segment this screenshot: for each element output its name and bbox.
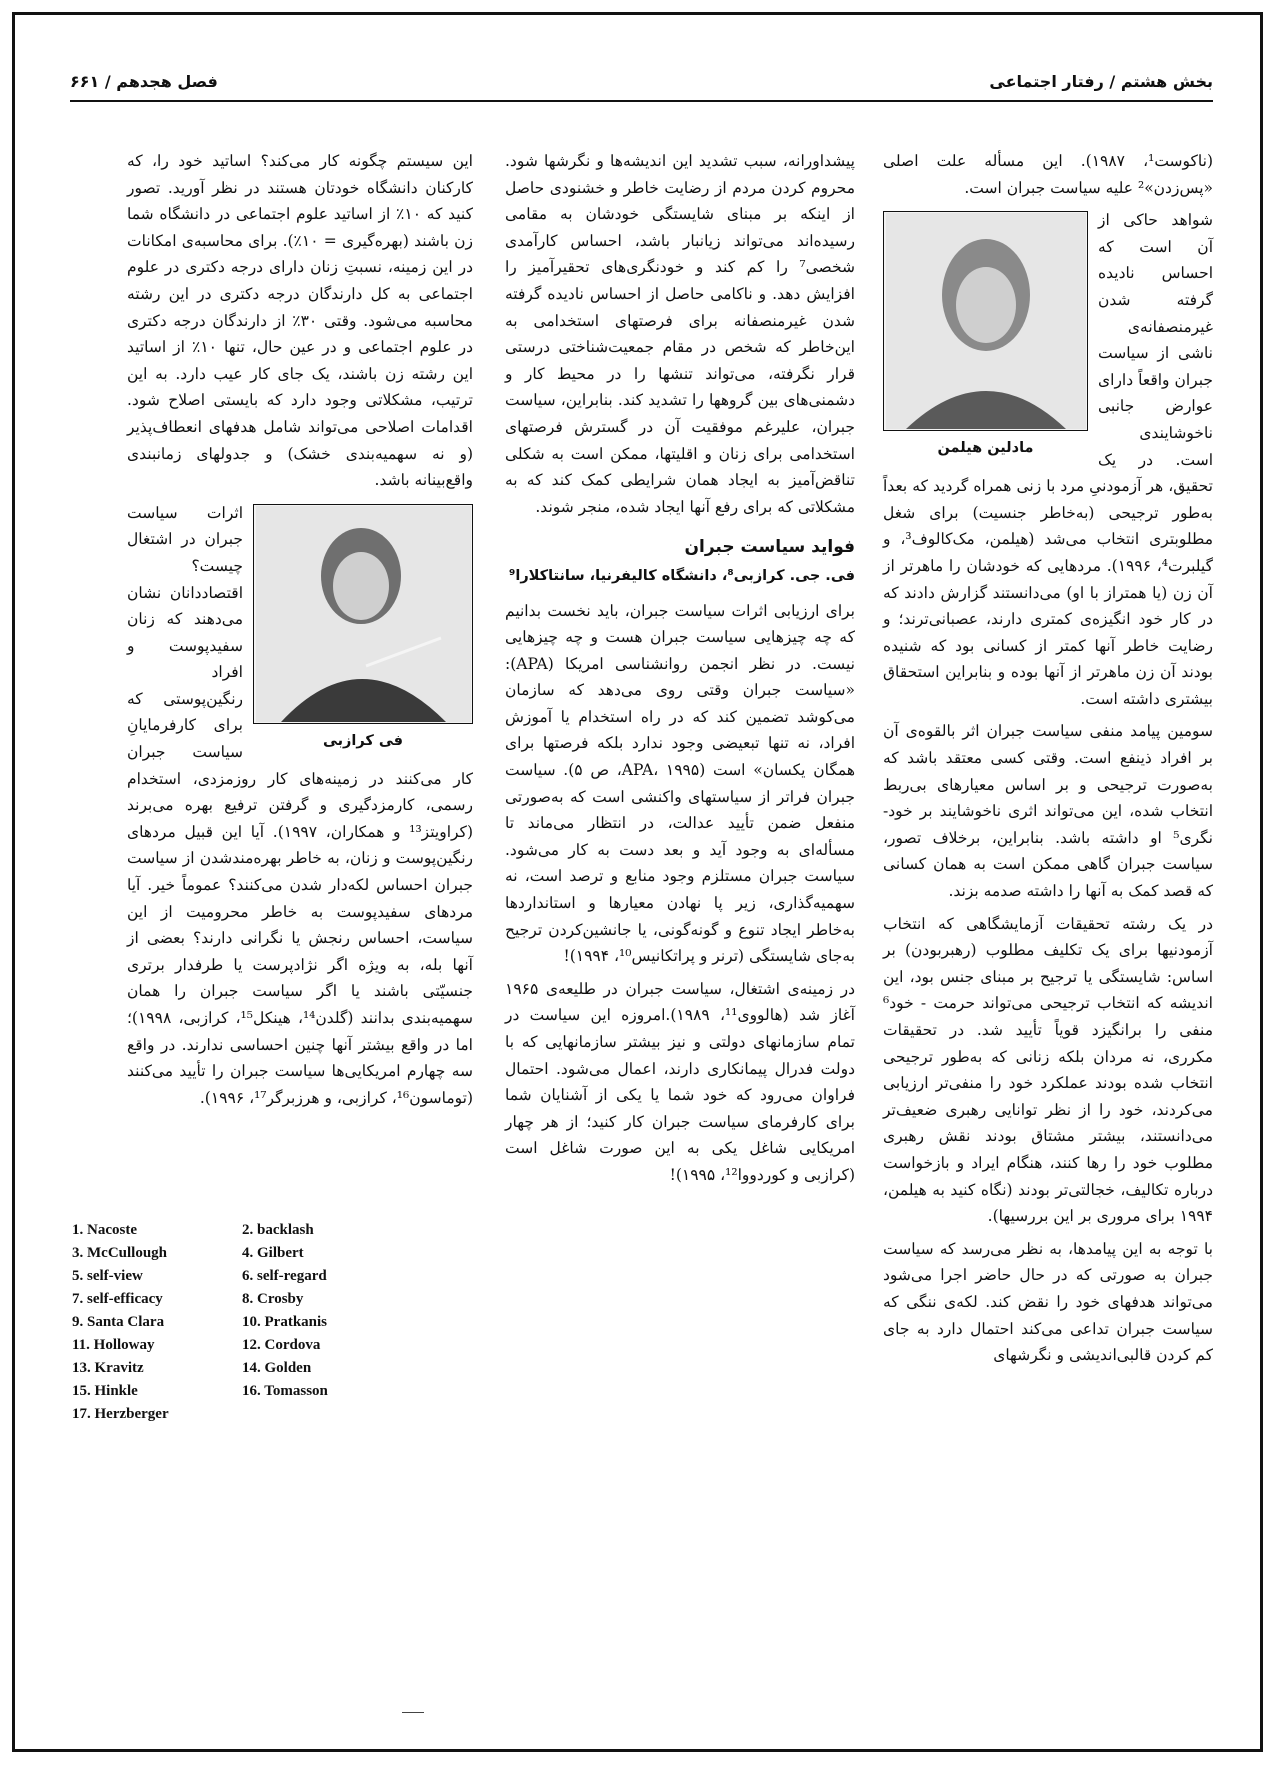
figure-crosby (253, 504, 473, 755)
footnote: 13. Kravitz (72, 1360, 144, 1376)
section-title: فواید سیاست جبران (684, 537, 855, 558)
figure-caption: فی کرازبی (322, 732, 404, 749)
footnote: 1. Nacoste (72, 1222, 137, 1238)
paragraph: (ناکوست¹، ۱۹۸۷). این مسأله علت اصلی «پس‌زدن»² علیه سیاست جبران است. (883, 152, 1213, 197)
footnote: 7. self-efficacy (72, 1291, 163, 1307)
footnote: 3. McCullough (72, 1245, 168, 1261)
paragraph: در یک رشته تحقیقات آزمایشگاهی که انتخاب آزمودنیها برای یک تکلیف مطلوب (رهبربودن) بر اساس: شایستگی یا ترجیح بر مبنای جنس بود، این اندیشه که انتخاب ترجیحی می‌تواند حرمت - خود⁶ منفی را برانگیزد قویاً تأیید شد. در تحقیقات مکرری، نه مردان بلکه زنانی که به‌طور ترجیحی انتخاب شده بودند عملکرد خود را منفی‌تر ارزیابی می‌کردند، خود را از نظر توانایی رهبری ضعیف‌تر می‌دانستند، بیشتر مشتاق بودند نقش رهبری مطلوب خود را رها کنند، هنگام ایراد و بازخواست درباره تکالیف، خجالتی‌تر بودند (نگاه کنید به هیلمن، ۱۹۹۴ برای مروری بر این بررسیها). (883, 914, 1213, 1226)
portrait-placeholder-icon (886, 213, 1086, 429)
footnote: 16. Tomasson (242, 1383, 328, 1399)
figure-caption: مادلین هیلمن (937, 440, 1034, 457)
footnote: 8. Crosby (242, 1291, 304, 1307)
portrait-photo (883, 211, 1088, 431)
header-rule (70, 100, 1213, 102)
paragraph: با توجه به این پیامدها، به نظر می‌رسد که سیاست جبران به صورتی که در حال حاضر اجرا می‌شود می‌تواند هدفهای خود را نقض کند. لکه‌ی ننگی که سیاست جبران تداعی می‌کند احتمال دارد به جای کم کردن قالبی‌اندیشی و نگرشهای (883, 1239, 1213, 1365)
footnote: 11. Holloway (72, 1337, 155, 1353)
paragraph: اثرات سیاست جبران در اشتغال چیست؟ اقتصاددانان نشان می‌دهند که زنان سفیدپوست و افراد رنگین‌پوستی که برای کارفرمایانِ سیاست جبران کار می‌کنند در زمینه‌های کار روزمزدی، استخدام رسمی، کارمزدگیری و گرفتن ترفیع بهره می‌برند (کراویتز¹³ و همکاران، ۱۹۹۷). آیا این قبیل مردهای رنگین‌پوست و زنان، به خاطر بهره‌مندشدن از سیاست جبران احساس لکه‌دار شدن می‌کنند؟ عموماً خیر. آیا مردهای سفیدپوست به خاطر محرومیت از این سیاست، احساس رنجش یا نگرانی دارند؟ بعضی از آنها بله، به ویژه اگر نژادپرست یا طرفدار برتری جنسیّتی باشند یا اگر سیاست جبران را همان سهمیه‌بندی بدانند (گلدن¹⁴، هینکل¹⁵، کرازبی، ۱۹۹۸)؛ اما در واقع بیشتر آنها چنین احساسی ندارند. در واقع سه چهارم امریکایی‌ها سیاست جبران را تأیید می‌کنند (توماسون¹⁶، کرازبی، و هرزبرگر¹⁷، ۱۹۹۶). (127, 503, 473, 1107)
running-header (70, 72, 1213, 106)
footnote: 6. self-regard (242, 1268, 327, 1284)
column-left (127, 148, 473, 1117)
footnote: 17. Herzberger (72, 1406, 169, 1422)
paragraph: در زمینه‌ی اشتغال، سیاست جبران در طلیعه‌ی ۱۹۶۵ آغاز شد (هالووی¹¹، ۱۹۸۹).امروزه این سیاست در تمام سازمانهای دولتی و نیز بیشتر سازمانهایی که با دولت فدرال پیمانکاری دارند، اعمال می‌شود. احتمال فراوان می‌رود که خود شما یا یکی از آشنایان شما برای کارفرمای سیاست جبران کار کنید؛ از هر چهار امریکایی شاغل یکی به این صورت شاغل است (کرازبی و کوردووا¹²، ۱۹۹۵)! (505, 979, 855, 1184)
paragraph: این سیستم چگونه کار می‌کند؟ اساتید خود را، که کارکنان دانشگاه خودتان هستند در نظر آورید. تصور کنید که ۱۰٪ از اساتید علوم اجتماعی در دانشگاه شما زن باشند (بهره‌گیری = ۱۰٪). برای محاسبه‌ی امکانات در این زمینه، نسبتِ زنان دارای درجه دکتری در علوم اجتماعی به کل دارندگان درجه دکتری در این رشته محاسبه می‌شود. وقتی ۳۰٪ از دارندگان درجه دکتری در علوم اجتماعی و در عین حال، تنها ۱۰٪ از اساتید این رشته زن باشند، یک جای کار عیب دارد. به این ترتیب، مشکلاتی وجود دارد که بایستی اصلاح شود. اقدامات اصلاحی می‌تواند شامل هدفهای انعطاف‌پذیر (و نه سهمیه‌بندی خشک) و جدولهای زمانبندی واقع‌بینانه باشد. (127, 152, 473, 490)
footnote: 4. Gilbert (242, 1245, 304, 1261)
footnote: 5. self-view (72, 1268, 143, 1284)
portrait-photo (253, 504, 473, 724)
header-section: بخش هشتم / رفتار اجتماعی (989, 72, 1213, 91)
footnote: 2. backlash (242, 1222, 314, 1238)
figure-heilman (883, 211, 1088, 462)
footnote: 15. Hinkle (72, 1383, 138, 1399)
column-middle (505, 148, 855, 1195)
footnote: 10. Pratkanis (242, 1314, 328, 1330)
paragraph: شواهد حاکی از آن است که احساس نادیده گرفته شدن غیرمنصفانه‌ی ناشی از سیاست جبران واقعاً دارای عوارض جانبی ناخوشایندی است. در یک تحقیق، هر آزمودنیِ مرد با زنی همراه گردید که بعداً به‌طور ترجیحی (به‌خاطر جنسیت) برای شغل مطلوبتری انتخاب می‌شد (هیلمن، مک‌کالوف³، و گیلبرت⁴، ۱۹۹۶). مردهایی که خودشان را ماهرتر از آن زن (یا همتراز با او) می‌دانستند گزارش دادند که در کار خود انگیزه‌ی کمتری دارند، عصبانی‌ترند؛ و رضایت خاطر آنها کمتر از کسانی بود که شنیده بودند آن زن ماهرتر از آنها بوده و بنابراین استحقاق بیشتری داشته است. (883, 211, 1213, 708)
portrait-placeholder-icon (256, 506, 471, 722)
section-author: فی. جی. کرازبی⁸، دانشگاه کالیفرنیا، سانتاکلارا⁹ (508, 567, 855, 584)
column-right (883, 148, 1213, 1375)
footnote: 9. Santa Clara (72, 1314, 165, 1330)
paragraph: سومین پیامد منفی سیاست جبران اثر بالقوه‌ی آن بر افراد ذینفع است. وقتی کسی معتقد باشد که به‌صورت ترجیحی و بر اساس معیارهای بی‌ربط انتخاب شده، این می‌تواند اثری ناخوشایند بر خود-نگری⁵ او داشته باشد. بنابراین، برخلاف تصور، سیاست جبران گاهی ممکن است به همان کسانی که قصد کمک به آنها را داشته صدمه بزند. (883, 722, 1213, 901)
bottom-rule (402, 1712, 424, 1713)
paragraph: برای ارزیابی اثرات سیاست جبران، باید نخست بدانیم که چه چیزهایی سیاست جبران هست و چه چیزهایی نیست. در نظر انجمن روانشناسی امریکا (APA): «سیاست جبران وقتی روی می‌دهد که سازمان می‌کوشد تضمین کند که در راه استخدام یا آموزش افراد، نه تنها تبعیضی وجود ندارد بلکه فرصتها برای همگان یکسان» است (APA، ۱۹۹۵، ص ۵). سیاست جبران فراتر از سیاستهای واکنشی است که به‌صورتی منفعل ضمن تأیید عدالت، در انتظار می‌ماند تا مسأله‌ای به وجود آید و بعد دست به کار می‌شود. سیاست جبران مستلزم وجود منابع و ترصد است، نه سهمیه‌گذاری، زیر پا نهادن معیارها و استانداردها به‌خاطر ایجاد تنوع و گونه‌گونی، یا جانشین‌کردن ترجیح به‌جای شایستگی (ترنر و پراتکانیس¹⁰، ۱۹۹۴)! (505, 601, 856, 966)
footnotes (72, 1222, 382, 1423)
paragraph: پیشداورانه، سبب تشدید این اندیشه‌ها و نگرشها شود. محروم کردن مردم از رضایت خاطر و خشنودی حاصل از اینکه بر مبنای شایستگی خودشان به مقامی رسیده‌اند می‌تواند زیانبار باشد، احساس کارآمدی شخصی⁷ را کم کند و خودنگری‌های تحقیرآمیز را افزایش دهد. و ناکامی حاصل از احساس نادیده گرفته شدن غیرمنصفانه برای فرصتهای استخدامی به این‌خاطر که شخص در مقام جمعیت‌شناختی درستی قرار نگرفته، می‌تواند تنشها را در محیط کار و دشمنی‌های بین گروهها را تشدید کند. بنابراین، سیاست جبران، علیرغم موفقیت آن در گسترش فرصتهای استخدامی برای زنان و اقلیتها، ممکن است به شکلی تناقض‌آمیز به ایجاد همان شرایطی کمک کند که به مشکلاتی که برای رفع آنها ایجاد شده، منجر شوند. (505, 152, 855, 516)
footnote: 12. Cordova (242, 1337, 321, 1353)
footnote: 14. Golden (242, 1360, 312, 1376)
header-chapter-page: فصل هجدهم / ۶۶۱ (70, 72, 218, 91)
